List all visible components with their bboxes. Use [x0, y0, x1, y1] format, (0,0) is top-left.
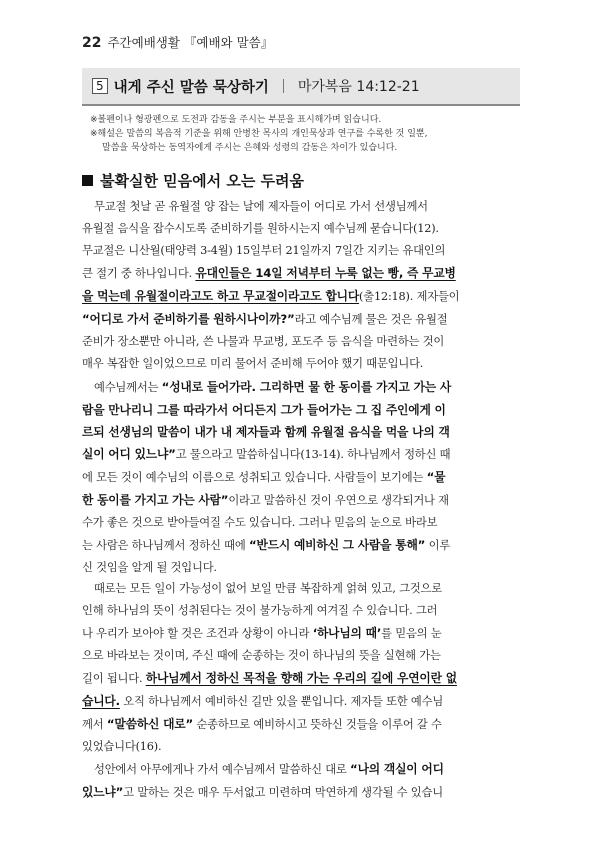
text-run: 이라고 말씀하신 것이 우연으로 생각되거나 재 [228, 494, 449, 507]
paragraph-1 [82, 196, 520, 375]
text-line: 때로는 모든 일이 가능성이 없어 보일 만큼 복잡하게 얽혀 있고, 그것으로 [94, 582, 442, 595]
section-title: 내게 주신 말씀 묵상하기 [113, 79, 269, 96]
text-line [82, 690, 520, 713]
text-line [82, 781, 520, 804]
emphasis-text: ‘하나님의 때’ [312, 626, 382, 640]
text-line [82, 534, 520, 557]
running-title: 주간예배생활 『예배와 말씀』 [107, 35, 274, 50]
text-run: 오직 하나님께서 예비하신 길만 있을 뿐입니다. 제자들 또한 예수님 [119, 695, 444, 708]
text-line: 무교절은 니산월(태양력 3-4월) 15일부터 21일까지 7일간 지키는 유대인의 [82, 244, 446, 257]
text-line: 인해 하나님의 뜻이 성취된다는 것이 불가능하게 여겨질 수 있습니다. 그러 [82, 604, 438, 617]
text-line: 있었습니다(16). [82, 740, 162, 753]
note-line: ※볼펜이나 형광펜으로 도전과 감동을 주시는 부분을 표시해가며 읽습니다. [90, 115, 382, 125]
emphasis-text: 하나님께서 정하신 목적을 향해 가는 우리의 길에 우연이란 없 [145, 671, 457, 685]
text-run: 에 모든 것이 예수님의 이름으로 성취되고 있습니다. 사람들이 보기에는 [82, 471, 427, 484]
text-run: 순종하므로 예비하시고 뜻하신 것들을 이루어 갈 수 [193, 718, 442, 731]
emphasis-text: 유대인들은 14일 저녁부터 누룩 없는 빵, 즉 무교병 [195, 266, 456, 280]
section-number: 5 [92, 78, 108, 94]
note-line: ※해설은 말씀의 복음적 기준을 위해 안병찬 목사의 개인묵상과 연구를 수록한 것 일뿐, [90, 129, 428, 139]
page-number: 22 [82, 35, 102, 51]
emphasis-text: “성내로 들어가라. 그리하면 물 한 동이를 가지고 가는 사 [161, 380, 452, 394]
text-line: 람을 만나리니 그를 따라가서 어디든지 그가 들어가는 그 집 주인에게 이 [82, 403, 446, 417]
scripture-reference: 마가복음 14:12-21 [297, 79, 420, 95]
text-run: 이루 [425, 539, 451, 552]
square-bullet-icon [82, 175, 93, 186]
text-line: 신 것임을 알게 될 것입니다. [82, 561, 217, 574]
text-run: 나 우리가 보아야 할 것은 조건과 상황이 아니라 [82, 627, 313, 640]
text-line [82, 667, 520, 690]
text-line [82, 713, 520, 736]
text-line: 수가 좋은 것으로 받아들여질 수도 있습니다. 그러나 믿음의 눈으로 바라보 [82, 516, 438, 529]
text-run: 를 믿음의 눈 [381, 627, 442, 640]
note-line: 말씀을 묵상하는 동역자에게 주시는 은혜와 성령의 감동은 차이가 있습니다. [102, 143, 398, 153]
text-line [82, 758, 520, 781]
emphasis-text: 있느냐” [82, 785, 124, 799]
emphasis-text: “나의 객실이 어디 [350, 762, 444, 776]
text-line: 으로 바라보는 것이며, 주신 때에 순종하는 것이 하나님의 뜻을 실현해 가는 [82, 649, 441, 662]
paragraph-2 [82, 376, 520, 579]
running-header [82, 33, 273, 51]
text-line: 준비가 장소뿐만 아니라, 쓴 나물과 무교병, 포도주 등 음식을 마련하는 것이 [82, 335, 445, 348]
text-run: (출12:18). 제자들이 [359, 290, 460, 303]
emphasis-text: “물 [426, 470, 446, 484]
text-line: 르되 선생님의 말씀이 내가 내 제자들과 함께 유월절 음식을 먹을 나의 객 [82, 425, 450, 439]
paragraph-3 [82, 578, 520, 758]
text-run: 성안에서 아무에게나 가서 예수님께서 말씀하신 대로 [94, 763, 351, 776]
text-line: 유월절 음식을 잡수시도록 준비하기를 원하시는지 예수님께 묻습니다(12). [82, 222, 439, 235]
text-line [82, 262, 520, 285]
section-divider [283, 79, 284, 93]
subheading [82, 170, 304, 191]
text-run: 고 말하는 것은 매우 두서없고 미련하며 막연하게 생각될 수 있습니 [123, 786, 443, 799]
emphasis-text: 한 동이를 가지고 가는 사람” [82, 493, 229, 507]
emphasis-text: “말씀하신 대로” [106, 717, 194, 731]
text-run: 큰 절기 중 하나입니다. [82, 267, 196, 280]
emphasis-text: 을 먹는데 유월절이라고도 하고 무교절이라고도 합니다 [82, 289, 360, 303]
text-run: 예수님께서는 [94, 381, 162, 394]
text-line [82, 376, 520, 399]
emphasis-text: 실이 어디 있느냐” [82, 447, 176, 461]
text-line [82, 489, 520, 512]
emphasis-text: “반드시 예비하신 그 사람을 통해” [248, 538, 426, 552]
text-line [82, 308, 520, 331]
paragraph-4 [82, 758, 520, 804]
text-run: 라고 예수님께 물은 것은 유월절 [294, 313, 448, 326]
emphasis-text: 습니다. [82, 694, 120, 708]
text-line [82, 466, 520, 489]
text-line: 매우 복잡한 일이었으므로 미리 물어서 준비해 두어야 했기 때문입니다. [82, 357, 424, 370]
text-run: 길이 됩니다. [82, 672, 146, 685]
subheading-text: 불확실한 믿음에서 오는 두려움 [100, 172, 305, 190]
text-line [82, 622, 520, 645]
text-line [82, 285, 520, 308]
text-run: 께서 [82, 718, 107, 731]
reading-notes [90, 113, 520, 155]
text-line [82, 443, 520, 466]
emphasis-text: “어디로 가서 준비하기를 원하시나이까?” [82, 312, 295, 326]
text-run: 는 사람은 하나님께서 정하신 때에 [82, 539, 249, 552]
text-line: 무교절 첫날 곧 유월절 양 잡는 날에 제자들이 어디로 가서 선생님께서 [94, 200, 428, 213]
section-title-bar [82, 68, 520, 106]
text-run: 고 물으라고 말씀하십니다(13-14). 하나님께서 정하신 때 [175, 448, 451, 461]
